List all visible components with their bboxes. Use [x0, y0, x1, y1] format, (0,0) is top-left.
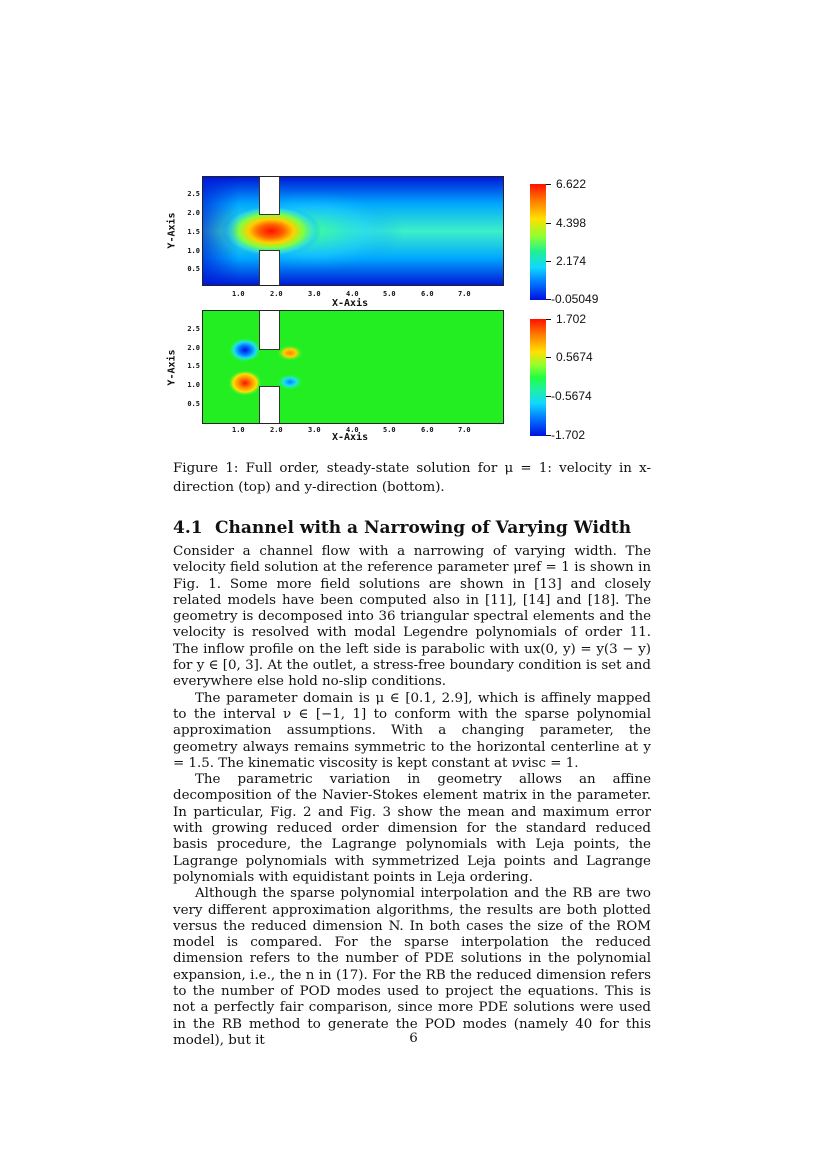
- x-tick: 3.0: [308, 290, 321, 298]
- y-tick: 1.0: [187, 247, 200, 255]
- paragraph: The parameter domain is μ ∈ [0.1, 2.9], which is affinely mapped to the interval ν ∈ [−1, 1] to conform with the sparse polynomial approximation assumptions. With a changing parameter, the geometry always remains symmetric to the horizontal centerline at y = 1.5. The kinematic viscosity is kept constant at νvisc = 1.: [173, 690, 651, 771]
- body-text: [173, 544, 651, 1049]
- paragraph: The parametric variation in geometry allows an affine decomposition of the Navier-Stokes element matrix in the parameter. In particular, Fig. 2 and Fig. 3 show the mean and maximum error with growing reduced order dimension for the standard reduced basis procedure, the Lagrange polynomials with Leja points, the Lagrange polynomials with symmetrized Leja points and Lagrange polynomials with equidistant points in Leja ordering.: [173, 772, 651, 885]
- colorbar-label: 2.174: [556, 254, 587, 268]
- x-tick: 5.0: [383, 290, 396, 298]
- y-tick: 2.5: [187, 190, 200, 198]
- x-tick: 5.0: [383, 426, 396, 434]
- bottom-plot-field: [202, 310, 504, 424]
- x-tick: 1.0: [232, 426, 245, 434]
- page-number: 6: [409, 1031, 418, 1046]
- section-title: Channel with a Narrowing of Varying Width: [215, 518, 632, 538]
- y-tick: 2.0: [187, 209, 200, 217]
- paragraph: Consider a channel flow with a narrowing of varying width. The velocity field solution at the reference parameter μref = 1 is shown in Fig. 1. Some more field solutions are shown in [13] and closely related models have been computed also in [11], [14] and [18]. The geometry is decomposed into 36 triangular spectral elements and the velocity is resolved with modal Legendre polynomials of order 11. The inflow profile on the left side is parabolic with ux(0, y) = y(3 − y) for y ∈ [0, 3]. At the outlet, a stress-free boundary condition is set and everywhere else hold no-slip conditions.: [173, 544, 651, 690]
- colorbar-label: 6.622: [556, 177, 587, 191]
- x-tick: 2.0: [270, 290, 283, 298]
- y-tick: 1.5: [187, 362, 200, 370]
- y-tick: 1.5: [187, 228, 200, 236]
- figure-caption: Figure 1: Full order, steady-state solution for μ = 1: velocity in x-direction (top) and y-direction (bottom).: [173, 461, 651, 495]
- y-axis-title: Y-Axis: [166, 212, 178, 249]
- x-tick: 2.0: [270, 426, 283, 434]
- cb-tick: [546, 261, 551, 262]
- colorbar-label: 1.702: [556, 312, 587, 326]
- section-heading: [173, 518, 653, 538]
- y-tick: 1.0: [187, 381, 200, 389]
- colorbar-label: 4.398: [556, 216, 587, 230]
- x-tick: 7.0: [458, 290, 471, 298]
- x-tick: 1.0: [232, 290, 245, 298]
- x-tick: 4.0: [346, 290, 359, 298]
- cb-tick: [546, 223, 551, 224]
- y-tick: 0.5: [187, 400, 200, 408]
- top-colorbar: [530, 184, 546, 300]
- x-axis-title: X-Axis: [332, 298, 369, 309]
- cb-tick: [546, 184, 551, 185]
- y-tick: 2.5: [187, 325, 200, 333]
- y-tick: 2.0: [187, 344, 200, 352]
- colorbar-label: -0.05049: [551, 292, 599, 306]
- bottom-colorbar: [530, 319, 546, 436]
- top-obstacle-lower: [259, 250, 280, 286]
- top-plot-field: [202, 176, 504, 286]
- cb-tick: [546, 319, 551, 320]
- figure-top-plot: [166, 170, 630, 310]
- x-velocity-field: [203, 177, 503, 285]
- bottom-obstacle-lower: [259, 386, 280, 424]
- top-obstacle-upper: [259, 177, 280, 215]
- x-tick: 3.0: [308, 426, 321, 434]
- y-axis-title: Y-Axis: [166, 349, 178, 386]
- cb-tick: [546, 357, 551, 358]
- x-tick: 7.0: [458, 426, 471, 434]
- x-tick: 6.0: [421, 290, 434, 298]
- paragraph: Although the sparse polynomial interpolation and the RB are two very different approximation algorithms, the results are both plotted versus the reduced dimension N. In both cases the size of the ROM model is compared. For the sparse interpolation the reduced dimension refers to the number of PDE solutions in the polynomial expansion, i.e., the n in (17). For the RB the reduced dimension refers to the number of POD modes used to project the equations. This is not a perfectly fair comparison, since more PDE solutions were used in the RB method to generate the POD modes (namely 40 for this model), but it: [173, 886, 651, 1048]
- colorbar-label: -1.702: [551, 428, 586, 442]
- section-number: 4.1: [173, 518, 203, 538]
- x-axis-title: X-Axis: [332, 432, 369, 443]
- y-velocity-field: [203, 311, 503, 423]
- bottom-obstacle-upper: [259, 311, 280, 350]
- y-tick: 0.5: [187, 265, 200, 273]
- colorbar-label: -0.5674: [551, 389, 592, 403]
- x-tick: 4.0: [346, 426, 359, 434]
- x-tick: 6.0: [421, 426, 434, 434]
- colorbar-label: 0.5674: [556, 350, 593, 364]
